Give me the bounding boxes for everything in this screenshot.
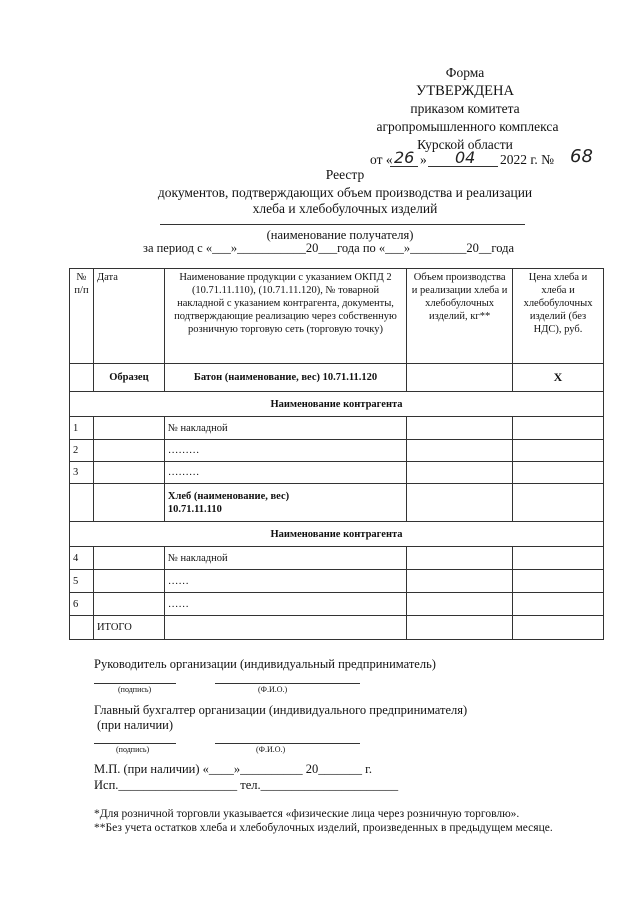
table-row [70,440,604,462]
date-day: 26 [394,148,415,167]
contractor-label-2: Наименование контрагента [70,522,604,547]
table-header-row [70,269,604,364]
sample-date: Образец [93,364,164,392]
row-num: 2 [70,440,94,462]
sample-price: Х [513,364,604,392]
date-year: 2022 г. № [500,152,555,167]
bread-row [70,484,604,522]
footnote-1: *Для розничной торговли указывается «физические лица через розничную торговлю». [94,808,520,820]
row-product: № накладной [164,547,406,570]
contractor-row-2 [70,522,604,547]
row-product: …… [164,570,406,593]
contractor-label-1: Наименование контрагента [70,392,604,417]
header-product: Наименование продукции с указанием ОКПД 2 (10.71.11.110), (10.71.11.120), № товарной накладной с указанием контрагента, документы, подтверждающие реализацию через собственную розничную торговую сеть (торговую точку) [164,269,406,364]
row-num: 4 [70,547,94,570]
accountant-optional: (при наличии) [97,718,174,732]
order-label: приказом комитета [410,101,520,116]
table-row [70,417,604,440]
form-label: Форма [445,65,485,80]
date-prefix: от « [370,152,393,167]
footnote-2: **Без учета остатков хлеба и хлебобулочных изделий, произведенных в предыдущем месяце. [94,822,553,834]
recipient-caption: (наименование получателя) [266,228,414,242]
date-month: 04 [455,148,476,167]
bread-product [164,484,406,522]
row-product: ……… [164,462,406,484]
registry-subtitle-1: документов, подтверждающих объем производства и реализации [157,185,533,200]
order-number: 68 [570,146,593,167]
date-mid: » [420,152,427,167]
table-row [70,570,604,593]
accountant-name-caption: (Ф.И.О.) [256,745,286,754]
total-row [70,616,604,640]
head-name-caption: (Ф.И.О.) [258,685,288,694]
head-sign-caption: (подпись) [118,685,152,694]
row-num: 5 [70,570,94,593]
region-label: Курской области [417,137,513,152]
period-line: за период с «___»___________20___года по «___»_________20__года [143,241,515,255]
stamp-date-line: М.П. (при наличии) «____»__________ 20_______ г. [94,762,373,776]
table-row [70,547,604,570]
accountant-sign-caption: (подпись) [116,745,150,754]
table-row [70,593,604,616]
contractor-row-1 [70,392,604,417]
recipient-line [160,224,525,225]
row-num: 1 [70,417,94,440]
sample-row [70,364,604,392]
registry-title: Реестр [325,167,365,182]
bread-product-name: Хлеб (наименование, вес) [167,490,290,502]
row-product: …… [164,593,406,616]
header-volume: Объем производства и реализации хлеба и хлебобулочных изделий, кг** [407,269,513,364]
header-price: Цена хлеба и хлеба и хлебобулочных изделий (без НДС), руб. [513,269,604,364]
committee-label: агропромышленного комплекса [376,119,559,134]
approved-label: УТВЕРЖДЕНА [416,83,514,99]
registry-subtitle-2: хлеба и хлебобулочных изделий [252,201,438,216]
header-num: № п/п [70,269,94,364]
registry-table [69,268,604,640]
head-signature-label: Руководитель организации (индивидуальный предприниматель) [94,657,436,671]
header-date: Дата [93,269,164,364]
table-row [70,462,604,484]
row-product: ……… [164,440,406,462]
total-label: ИТОГО [93,616,164,640]
bread-product-code: 10.71.11.110 [167,503,222,515]
accountant-label: Главный бухгалтер организации (индивидуального предпринимателя) [94,703,468,717]
row-num: 3 [70,462,94,484]
row-num: 6 [70,593,94,616]
row-product: № накладной [164,417,406,440]
executor-line: Исп.___________________ тел.______________________ [94,778,399,792]
sample-product: Батон (наименование, вес) 10.71.11.120 [164,364,406,392]
